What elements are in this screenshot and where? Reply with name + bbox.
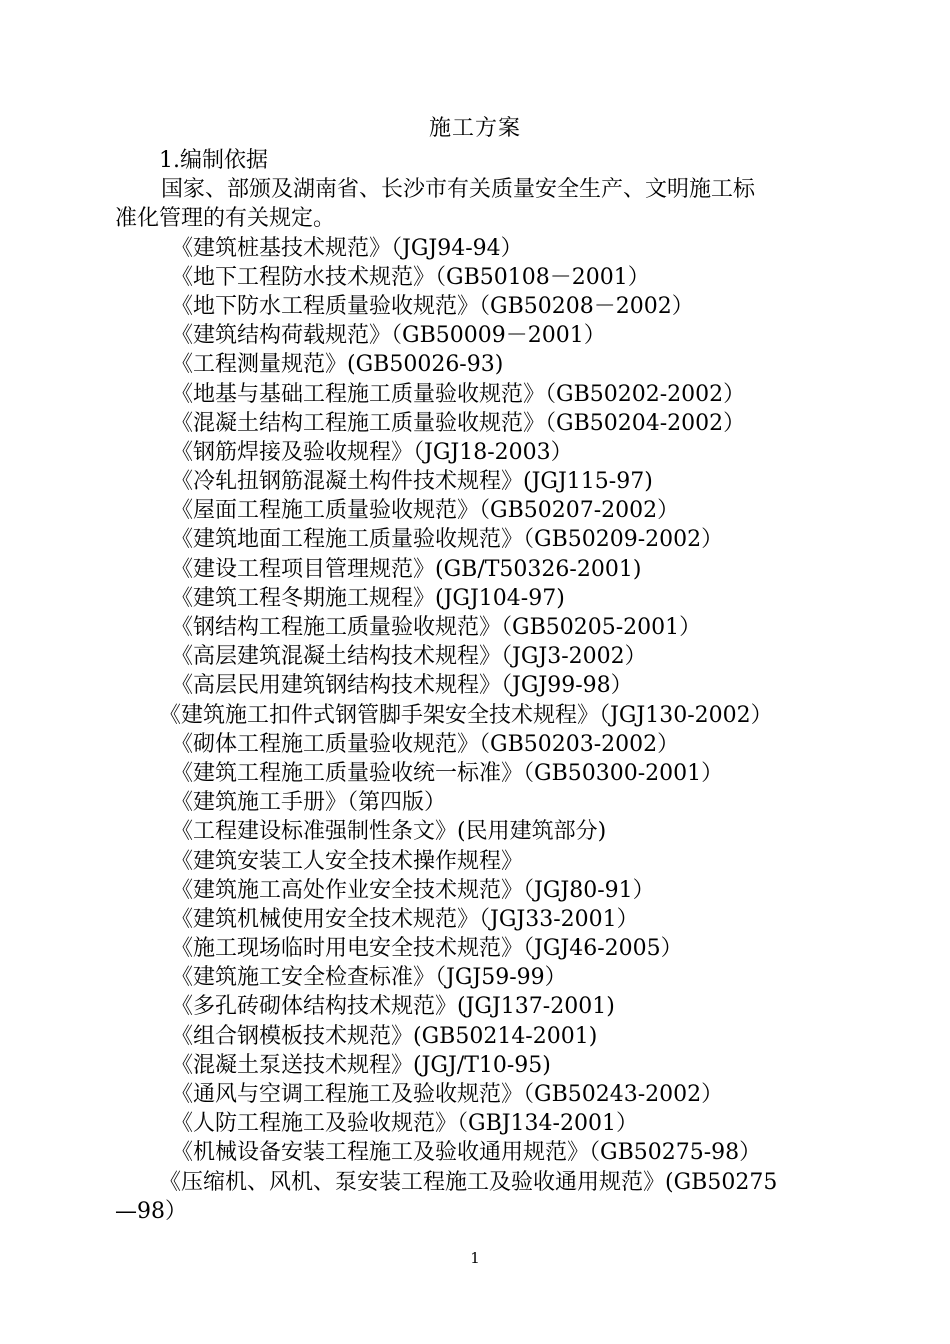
reference-item: 《混凝土泵送技术规程》(JGJ/T10-95) xyxy=(171,1052,551,1078)
intro-paragraph-line: 国家、部颁及湖南省、长沙市有关质量安全生产、文明施工标 xyxy=(161,177,756,203)
reference-item: 《机械设备安装工程施工及验收通用规范》（GB50275-98） xyxy=(171,1140,762,1166)
reference-item: 《建筑施工手册》（第四版） xyxy=(171,790,447,816)
reference-item: 《多孔砖砌体结构技术规范》(JGJ137-2001) xyxy=(171,994,615,1020)
reference-item: 《地基与基础工程施工质量验收规范》（GB50202-2002） xyxy=(171,381,746,407)
reference-item: 《建筑桩基技术规范》（JGJ94-94） xyxy=(171,235,523,261)
reference-item: 《施工现场临时用电安全技术规范》（JGJ46-2005） xyxy=(171,936,683,962)
page-title: 施工方案 xyxy=(428,116,521,141)
reference-item: 《通风与空调工程施工及验收规范》（GB50243-2002） xyxy=(171,1082,724,1107)
reference-item: 《地下工程防水技术规范》（GB50108－2001） xyxy=(171,264,650,290)
reference-item: 《建筑施工高处作业安全技术规范》（JGJ80-91） xyxy=(171,877,655,903)
reference-item-last: 《压缩机、风机、泵安装工程施工及验收通用规范》(GB50275 xyxy=(159,1169,778,1195)
reference-item: 《工程建设标准强制性条文》(民用建筑部分) xyxy=(171,819,607,845)
reference-item: 《建筑施工扣件式钢管脚手架安全技术规程》（JGJ130-2002） xyxy=(159,702,773,728)
reference-item: 《砌体工程施工质量验收规范》（GB50203-2002） xyxy=(171,731,680,757)
intro-paragraph-continuation: 准化管理的有关规定。 xyxy=(115,206,336,232)
reference-item: 《建设工程项目管理规范》(GB/T50326-2001) xyxy=(171,556,642,582)
reference-item: 《混凝土结构工程施工质量验收规范》（GB50204-2002） xyxy=(171,410,746,436)
reference-item: 《建筑机械使用安全技术规范》（JGJ33-2001） xyxy=(171,906,639,932)
reference-item: 《高层建筑混凝土结构技术规程》（JGJ3-2002） xyxy=(171,644,647,670)
reference-item: 《建筑工程施工质量验收统一标准》（GB50300-2001） xyxy=(171,760,724,786)
reference-item: 《工程测量规范》(GB50026-93) xyxy=(171,352,504,378)
reference-list xyxy=(115,234,840,1168)
reference-item: 《建筑工程冬期施工规程》(JGJ104-97) xyxy=(171,585,565,611)
document-body xyxy=(115,146,840,1226)
reference-item: 《建筑安装工人安全技术操作规程》 xyxy=(171,848,524,874)
section-heading: 1.编制依据 xyxy=(159,148,268,173)
reference-item: 《屋面工程施工质量验收规范》（GB50207-2002） xyxy=(171,498,680,524)
reference-item: 《钢结构工程施工质量验收规范》（GB50205-2001） xyxy=(171,615,702,640)
reference-item: 《地下防水工程质量验收规范》（GB50208－2002） xyxy=(171,293,694,319)
reference-item: 《组合钢模板技术规范》(GB50214-2001) xyxy=(171,1023,598,1049)
reference-item: 《钢筋焊接及验收规程》（JGJ18-2003） xyxy=(171,439,573,465)
page-number: 1 xyxy=(470,1249,480,1267)
reference-item: 《建筑地面工程施工质量验收规范》（GB50209-2002） xyxy=(171,527,724,553)
reference-item: 《高层民用建筑钢结构技术规程》（JGJ99-98） xyxy=(171,673,633,699)
reference-item: 《建筑施工安全检查标准》（JGJ59-99） xyxy=(171,965,567,991)
reference-item: 《人防工程施工及验收规范》（GBJ134-2001） xyxy=(171,1111,638,1137)
reference-item: 《建筑结构荷载规范》（GB50009－2001） xyxy=(171,323,606,349)
reference-item-last-continuation: —98） xyxy=(115,1198,187,1224)
reference-item: 《冷轧扭钢筋混凝土构件技术规程》(JGJ115-97) xyxy=(171,469,653,495)
